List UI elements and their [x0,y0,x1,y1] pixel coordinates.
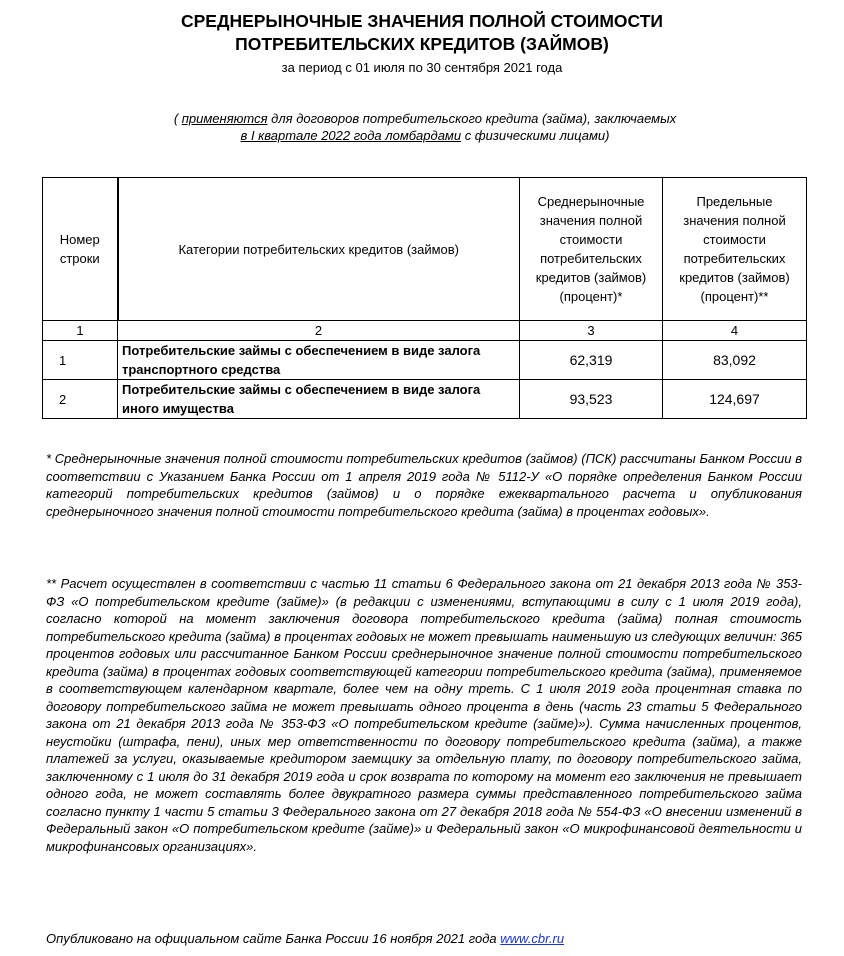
row-limit-value: 83,092 [663,341,807,380]
title-line-1: СРЕДНЕРЫНОЧНЫЕ ЗНАЧЕНИЯ ПОЛНОЙ СТОИМОСТИ [181,11,663,31]
col-index-4: 4 [663,321,807,341]
header-row [43,178,807,321]
header-avg-text: Среднерыночные значения полной стоимости потребительских кредитов (займов) (процент)* [535,194,647,304]
psk-table [42,177,807,419]
col-index-2: 2 [118,321,520,341]
header-limit-text: Предельные значения полной стоимости потребительских кредитов (займов) (процент)** [679,194,790,304]
row-num: 1 [43,341,118,380]
row-avg-value: 62,319 [520,341,663,380]
col-index-1: 1 [43,321,118,341]
row-num: 2 [43,380,118,419]
row-avg-value: 93,523 [520,380,663,419]
header-num [43,178,118,321]
applicability-note [140,110,710,144]
note-rest-2: с физическими лицами) [461,128,610,143]
page-title [0,10,844,56]
header-category: Категории потребительских кредитов (займов) [118,178,520,321]
cbr-link[interactable]: www.cbr.ru [500,931,565,946]
note-open: ( [173,111,182,126]
note-line-2 [140,127,710,144]
note-applies: применяются [181,111,268,126]
footnote-avg: * Среднерыночные значения полной стоимости потребительских кредитов (займов) (ПСК) рассчитаны Банком России в соответствии с Указанием Банка России от 1 апреля 2019 года № 5112-У «О порядке определения Банком России категорий потребительских кредитов (займов) и о порядке ежеквартального расчета и опубликования среднерыночного значения полной стоимости потребительского кредита (займа) в процентах годовых». [46,451,802,519]
row-category: Потребительские займы с обеспечением в виде залога транспортного средства [118,341,520,380]
title-line-2: ПОТРЕБИТЕЛЬСКИХ КРЕДИТОВ (ЗАЙМОВ) [235,34,609,54]
period-subtitle: за период с 01 июля по 30 сентября 2021 года [281,60,563,75]
table-row [43,380,807,419]
col-index-3: 3 [520,321,663,341]
table-row [43,341,807,380]
header-avg [520,178,663,321]
header-limit [663,178,807,321]
row-category: Потребительские займы с обеспечением в виде залога иного имущества [118,380,520,419]
note-quarter-lombard: в I квартале 2022 года ломбардами [240,128,462,143]
row-limit-value: 124,697 [663,380,807,419]
note-line-1 [140,110,710,127]
header-num-text: Номер строки [59,232,100,266]
published-note [46,930,564,947]
note-rest-1: для договоров потребительского кредита (займа), заключаемых [267,111,677,126]
footnote-limit: ** Расчет осуществлен в соответствии с частью 11 статьи 6 Федерального закона от 21 декабря 2013 года № 353-ФЗ «О потребительском кредите (займе)» (в редакции с изменениями, вступающими в силу с 1 июля 2019 года), согласно которой на момент заключения договора потребительского кредита (займа) полная стоимость потребительского кредита (займа) в процентах годовых не может превышать наименьшую из следующих величин: 365 процентов годовых или рассчитанное Банком России среднерыночное значение полной стоимости потребительского кредита (займа) в процентах годовых соответствующей категории потребительского кредита (займа), применяемое в соответствующем календарном квартале, более чем на одну треть. С 1 июля 2019 года процентная ставка по договору потребительского займа не может превышать одного процента в день (часть 23 статьи 5 Федерального закона от 21 декабря 2013 года № 353-ФЗ «О потребительском кредите (займе)»). Сумма начисленных процентов, неустойки (штрафа, пени), иных мер ответственности по договору потребительского кредита (займа), а также платежей за услуги, оказываемые кредитором заемщику за отдельную плату, по договору потребительского займа, заключенному с 1 июля до 31 декабря 2019 года и срок возврата по которому на момент его заключения не превышает одного года, не может составлять более двукратного размера суммы представленного потребительского займа согласно пункту 1 части 5 статьи 3 Федерального закона от 27 декабря 2018 года № 554-ФЗ «О внесении изменений в Федеральный закон «О потребительском кредите (займе)» и Федеральный закон «О микрофинансовой деятельности и микрофинансовых организациях». [46,576,802,854]
column-index-row [43,321,807,341]
published-text: Опубликовано на официальном сайте Банка России 16 ноября 2021 года [46,931,501,946]
